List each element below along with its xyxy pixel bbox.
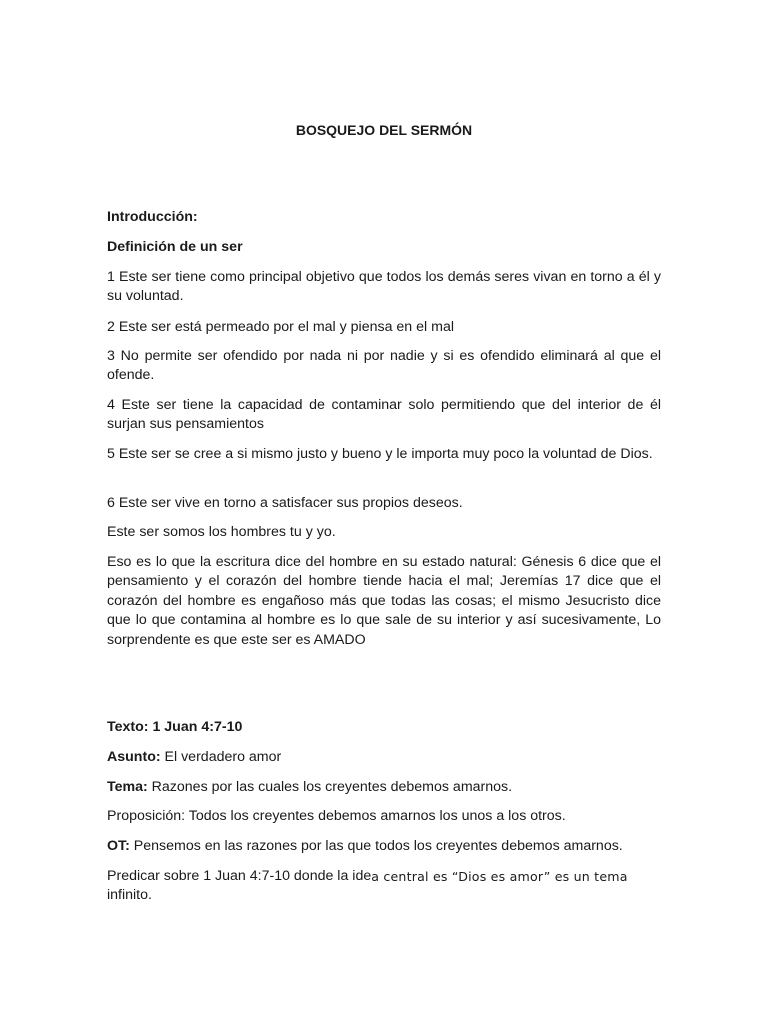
- definition-heading: Definición de un ser: [107, 239, 243, 255]
- point-2: 2 Este ser está permeado por el mal y piensa en el mal: [107, 319, 454, 335]
- tema-value: Razones por las cuales los creyentes debemos amarnos.: [147, 779, 513, 795]
- document-title: BOSQUEJO DEL SERMÓN: [295, 122, 473, 138]
- predicar-part-3: infinito.: [107, 887, 152, 904]
- predicar-part-2: a central es “Dios es amor” es un tema: [371, 869, 628, 884]
- intro-heading: Introducción:: [107, 209, 198, 225]
- point-1: 1 Este ser tiene como principal objetivo que todos los demás seres vivan en torno a él y su voluntad.: [107, 269, 661, 305]
- summary-line: Este ser somos los hombres tu y yo.: [107, 524, 336, 540]
- scripture-paragraph: Eso es lo que la escritura dice del hombre en su estado natural: Génesis 6 dice que el pensamiento y el corazón del hombre tiende hacia el mal; Jeremías 17 dice que el corazón del hombre es engañoso más que todas las cosas; el mismo Jesucristo dice que lo que contamina al hombre es lo que sale de su interior y así sucesivamente, Lo sorprendente es que este ser es AMADO: [107, 554, 661, 648]
- texto-line: Texto: 1 Juan 4:7-10: [107, 719, 243, 735]
- asunto-line: [107, 748, 661, 767]
- point-3: 3 No permite ser ofendido por nada ni por nadie y si es ofendido eliminará al que el ofende.: [107, 348, 661, 384]
- ot-label: OT:: [107, 838, 130, 854]
- asunto-value: El verdadero amor: [160, 749, 282, 765]
- ot-line: [107, 837, 661, 856]
- asunto-label: Asunto:: [107, 749, 161, 765]
- predicar-part-1: Predicar sobre 1 Juan 4:7-10 donde la ide: [107, 868, 372, 884]
- point-5: 5 Este ser se cree a si mismo justo y bueno y le importa muy poco la voluntad de Dios.: [107, 446, 653, 462]
- tema-line: [107, 778, 661, 797]
- ot-value: Pensemos en las razones por las que todos los creyentes debemos amarnos.: [129, 838, 623, 854]
- point-6: 6 Este ser vive en torno a satisfacer sus propios deseos.: [107, 495, 463, 511]
- point-4: 4 Este ser tiene la capacidad de contaminar solo permitiendo que del interior de él surjan sus pensamientos: [107, 397, 661, 433]
- tema-label: Tema:: [107, 779, 148, 795]
- proposicion-line: Proposición: Todos los creyentes debemos amarnos los unos a los otros.: [107, 808, 566, 824]
- predicar-paragraph: [107, 867, 661, 906]
